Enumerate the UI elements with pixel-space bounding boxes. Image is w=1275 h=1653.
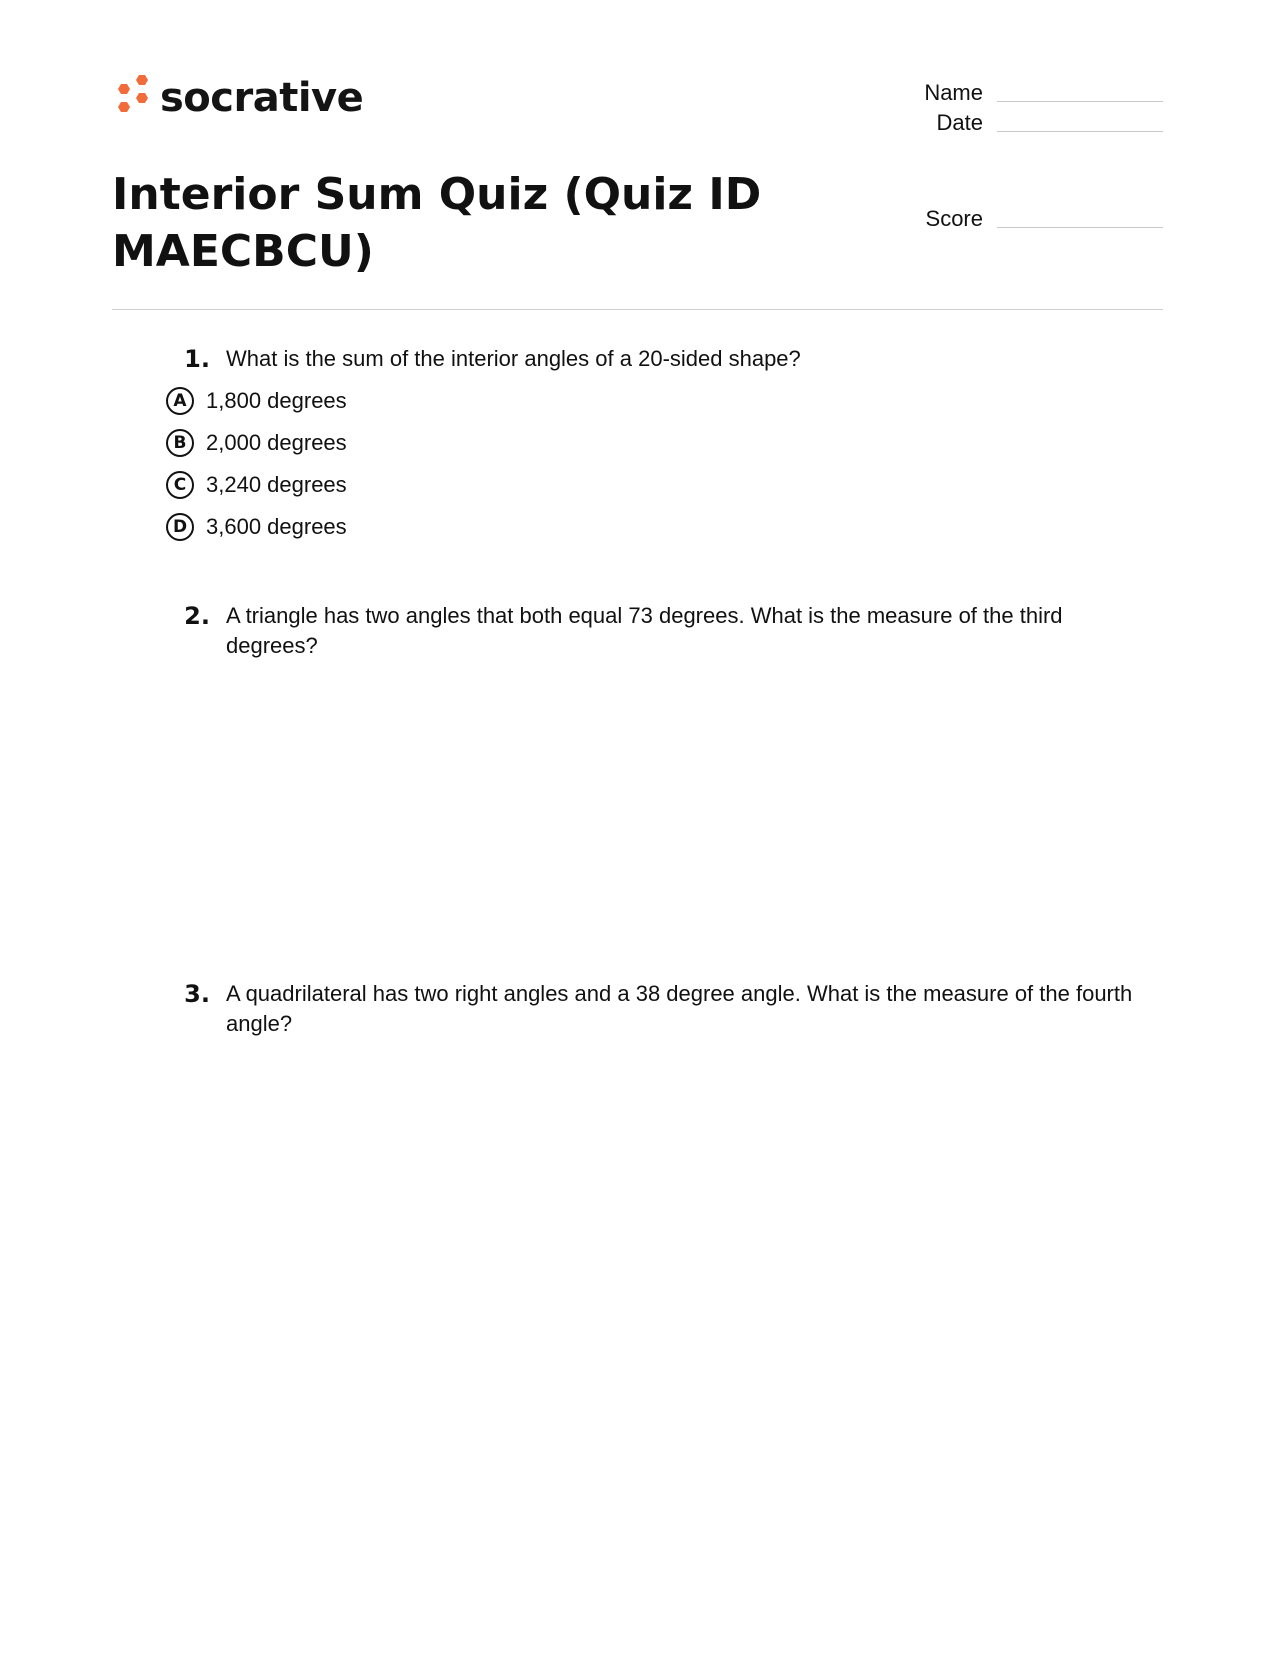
date-label: Date [936, 110, 983, 135]
date-field-row [903, 106, 1163, 136]
name-line[interactable] [997, 101, 1163, 102]
question-text: What is the sum of the interior angles of a 20-sided shape? [226, 346, 801, 371]
score-line[interactable] [997, 227, 1163, 228]
question-2 [160, 601, 1140, 661]
question-number: 1. [184, 345, 210, 373]
date-line[interactable] [997, 131, 1163, 132]
score-field-row [926, 206, 1163, 232]
question-3 [160, 979, 1140, 1039]
option-d[interactable] [166, 506, 1140, 548]
option-letter-circle[interactable]: B [166, 429, 194, 457]
answer-options [160, 380, 1140, 548]
hexagon-cluster-icon [112, 73, 150, 123]
question-text: A quadrilateral has two right angles and a 38 degree angle. What is the measure of the fourth angle? [226, 981, 1133, 1036]
brand-logo [112, 72, 363, 124]
option-text: 3,240 degrees [206, 472, 347, 497]
option-a[interactable] [166, 380, 1140, 422]
option-text: 3,600 degrees [206, 514, 347, 539]
option-text: 2,000 degrees [206, 430, 347, 455]
option-text: 1,800 degrees [206, 388, 347, 413]
question-text: A triangle has two angles that both equal 73 degrees. What is the measure of the third degrees? [226, 603, 1063, 658]
option-letter-circle[interactable]: C [166, 471, 194, 499]
name-label: Name [924, 80, 983, 105]
option-letter-circle[interactable]: D [166, 513, 194, 541]
quiz-title: Interior Sum Quiz (Quiz ID MAECBCU) [112, 169, 762, 277]
question-number: 3. [184, 980, 210, 1008]
option-c[interactable] [166, 464, 1140, 506]
question-number: 2. [184, 602, 210, 630]
brand-name: socrative [160, 75, 364, 121]
score-label: Score [925, 206, 983, 231]
name-field-row [903, 76, 1163, 106]
option-b[interactable] [166, 422, 1140, 464]
question-1 [160, 344, 1140, 548]
option-letter-circle[interactable]: A [166, 387, 194, 415]
header-divider [112, 309, 1163, 310]
student-fields [903, 76, 1163, 136]
